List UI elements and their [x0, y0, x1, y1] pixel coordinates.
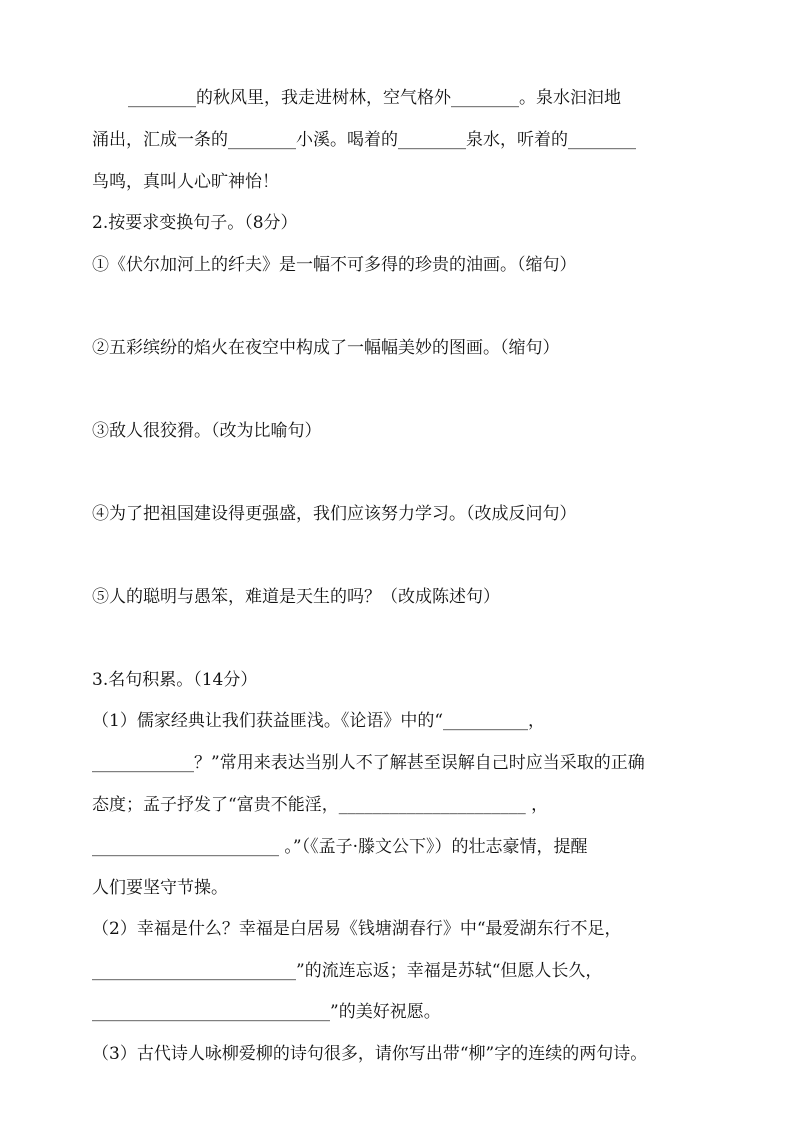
- q3-part3-line-1: （3）古代诗人咏柳爱柳的诗句很多，请你写出带“柳”字的连续的两句诗。: [92, 1044, 648, 1064]
- question-2-item-5: ⑤人的聪明与愚笨，难道是天生的吗？（改成陈述句）: [92, 587, 500, 607]
- question-2-heading: 2.按要求变换句子。（8分）: [92, 213, 298, 233]
- q3-part1-line-5: 人们要坚守节操。: [92, 878, 228, 898]
- q3-part2-line-3: ____________________________”的美好祝愿。: [92, 1002, 441, 1022]
- passage-line-3: 鸟鸣，真叫人心旷神怡！: [92, 172, 279, 192]
- passage-line-2: 涌出，汇成一条的________小溪。喝着的________泉水，听着的________: [92, 130, 636, 150]
- q3-part1-line-1: （1）儒家经典让我们获益匪浅。《论语》中的“__________，: [92, 711, 546, 731]
- q3-part1-line-3: 态度；孟子抒发了“富贵不能淫，______________________ ，: [92, 795, 549, 815]
- question-3-heading: 3.名句积累。（14分）: [92, 670, 258, 690]
- question-2-item-1: ①《伏尔加河上的纤夫》是一幅不可多得的珍贵的油画。（缩句）: [92, 255, 577, 275]
- question-2-item-4: ④为了把祖国建设得更强盛，我们应该努力学习。（改成反问句）: [92, 504, 577, 524]
- question-2-item-2: ②五彩缤纷的焰火在夜空中构成了一幅幅美妙的图画。（缩句）: [92, 338, 560, 358]
- passage-line-1: ________的秋风里，我走进树林，空气格外________。泉水汩汩地: [128, 88, 621, 108]
- q3-part2-line-1: （2）幸福是什么？幸福是白居易《钱塘湖春行》中“最爱湖东行不足，: [92, 919, 622, 939]
- q3-part1-line-2: ____________？”常用来表达当别人不了解甚至误解自己时应当采取的正确: [92, 753, 645, 773]
- q3-part1-line-4: ______________________ 。”（《孟子·滕文公下》）的壮志豪情，提醒: [92, 837, 588, 857]
- question-2-item-3: ③敌人很狡猾。（改为比喻句）: [92, 421, 322, 441]
- q3-part2-line-2: ________________________”的流连忘返；幸福是苏轼“但愿人长久，: [92, 961, 603, 981]
